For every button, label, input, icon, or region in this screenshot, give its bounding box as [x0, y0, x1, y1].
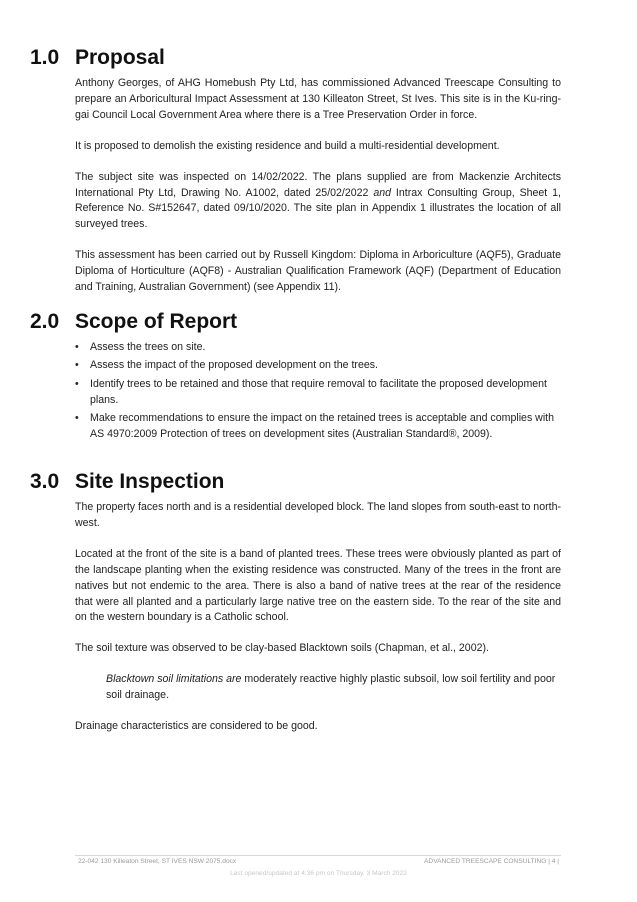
list-item-text: Assess the trees on site. [90, 341, 206, 353]
italic-text: and [373, 186, 392, 199]
paragraph: Drainage characteristics are considered to be good. [75, 720, 318, 733]
paragraph: The property faces north and is a residential developed block. The land slopes from south-east to north-west. [75, 501, 561, 529]
paragraph-text: The subject site was inspected on 14/02/2022. The plans supplied are from Mackenzie Architects International Pty Ltd, Drawing No. A1002, dated 25/02/2022 [75, 170, 561, 199]
section-title: Scope of Report [75, 310, 238, 333]
paragraph: The soil texture was observed to be clay-based Blacktown soils (Chapman, et al., 2002). [75, 642, 489, 655]
list-item [75, 377, 561, 409]
bullet-icon: • [75, 412, 79, 425]
section-title: Proposal [75, 46, 165, 69]
list-item-text: Assess the impact of the proposed development on the trees. [90, 359, 378, 372]
list-item [75, 358, 561, 374]
block-quote [0, 672, 637, 704]
section-scope-of-report [0, 310, 637, 445]
section-number: 3.0 [30, 470, 60, 493]
paragraph: This assessment has been carried out by Russell Kingdom: Diploma in Arboriculture (AQF5), Graduate Diploma of Horticulture (AQF8) - Australian Qualification Framework (AQF) (Department of Education and Training, Australian Government) (see Appendix 11). [75, 249, 561, 294]
section-heading [0, 46, 637, 76]
list-item-text: Make recommendations to ensure the impact on the retained trees is acceptable and complies with AS 4970:2009 Protection of trees on development sites (Australian Standard®, 2009). [90, 412, 555, 441]
quote-text: moderately reactive highly plastic subsoil, low soil fertility and poor soil drainage. [106, 673, 556, 702]
list-item [75, 411, 561, 443]
bullet-icon: • [75, 377, 79, 390]
section-site-inspection [0, 470, 637, 735]
bullet-list [0, 340, 637, 443]
footer-last-updated: Last opened/updated at 4:36 pm on Thursday, 3 March 2022 [230, 870, 407, 877]
bullet-icon: • [75, 359, 79, 372]
paragraph-text: Intrax Consulting Group, Sheet 1, Reference No. S#152647, dated 09/10/2020. The site plan in Appendix 1 illustrates the location of all surveyed trees. [75, 186, 561, 231]
footer-filename: 22-042 130 Killeaton Street, ST IVES NSW 2075.docx [78, 858, 237, 865]
section-title: Site Inspection [75, 470, 225, 493]
section-proposal [0, 46, 637, 296]
paragraph: Located at the front of the site is a band of planted trees. These trees were obviously planted as part of the landscape planting when the existing residence was constructed. Many of the trees in the front are natives but not endemic to the area. There is also a band of native trees at the rear of the residence that were all planted and a particularly large native tree on the eastern side. To the rear of the site and on the western boundary is a Catholic school. [75, 547, 561, 624]
paragraph [0, 170, 637, 234]
list-item-text: Identify trees to be retained and those that require removal to facilitate the proposed development plans. [90, 377, 547, 406]
paragraph: It is proposed to demolish the existing residence and build a multi-residential development. [75, 139, 500, 152]
paragraph: Anthony Georges, of AHG Homebush Pty Ltd, has commissioned Advanced Treescape Consulting to prepare an Arboricultural Impact Assessment at 130 Killeaton Street, St Ives. This site is in the Ku-ring-gai Council Local Government Area where there is a Tree Preservation Order in force. [75, 77, 561, 121]
list-item [75, 340, 561, 356]
footer-company-page: ADVANCED TREESCAPE CONSULTING | 4 | [424, 858, 559, 865]
italic-text: Blacktown soil limitations are [106, 673, 242, 686]
section-heading [0, 470, 637, 500]
section-number: 2.0 [30, 310, 60, 333]
section-number: 1.0 [30, 46, 60, 69]
section-heading [0, 310, 637, 340]
bullet-icon: • [75, 341, 79, 353]
footer-divider [75, 855, 561, 856]
